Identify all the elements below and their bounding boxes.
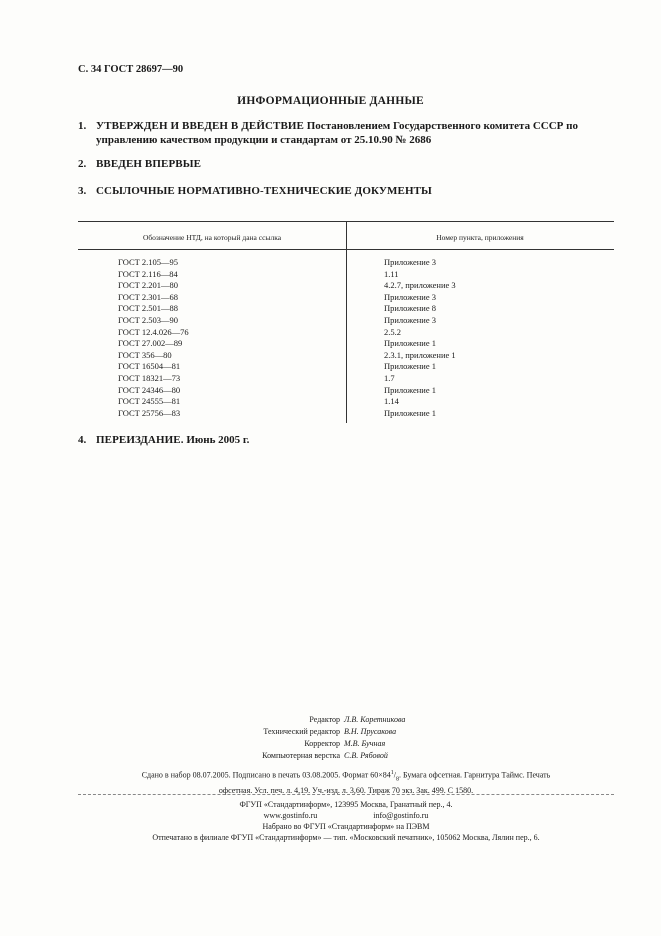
- dashed-divider: [78, 794, 614, 795]
- table-header-divider: [78, 249, 614, 250]
- standard-designation: ГОСТ 12.4.026—76: [118, 326, 189, 337]
- table-row: [78, 269, 614, 281]
- section-text: Июнь 2005 г.: [186, 434, 250, 446]
- table-header-designation: Обозначение НТД, на который дана ссылка: [142, 233, 282, 242]
- imprint-block: [78, 768, 614, 796]
- section-3: [78, 184, 623, 198]
- clause-reference: Приложение 1: [384, 384, 436, 395]
- table-row: [78, 385, 614, 397]
- standard-designation: ГОСТ 24555—81: [118, 396, 181, 407]
- section-text-line1: Постановлением Государственного комитета СССР по: [306, 120, 578, 132]
- standard-designation: ГОСТ 2.116—84: [118, 268, 178, 279]
- publisher-address: ФГУП «Стандартинформ», 123995 Москва, Гранатный пер., 4.: [239, 800, 453, 809]
- clause-reference: Приложение 8: [384, 303, 436, 314]
- clause-reference: Приложение 3: [384, 291, 436, 302]
- credit-role: Корректор: [304, 739, 340, 748]
- standard-designation: ГОСТ 16504—81: [118, 361, 181, 372]
- section-number: 4.: [78, 434, 87, 446]
- fraction-denominator: 8: [395, 776, 399, 783]
- clause-reference: 2.3.1, приложение 1: [384, 349, 456, 360]
- section-heading: ВВЕДЕН ВПЕРВЫЕ: [96, 158, 202, 170]
- table-row: [78, 303, 614, 315]
- table-row: [78, 338, 614, 350]
- table-row: [78, 327, 614, 339]
- credit-name: В.Н. Прусакова: [344, 727, 397, 736]
- clause-reference: Приложение 3: [384, 257, 436, 267]
- publisher-contacts: [78, 810, 614, 821]
- section-2: [78, 157, 623, 171]
- section-text-line2: управлению качеством продукции и стандартам от 25.10.90 № 2686: [96, 134, 432, 146]
- references-table: [78, 221, 614, 424]
- clause-reference: 2.5.2: [384, 326, 401, 337]
- fraction-numerator: 1: [390, 770, 394, 776]
- standard-designation: ГОСТ 25756—83: [118, 407, 181, 418]
- standard-designation: ГОСТ 2.105—95: [118, 257, 179, 267]
- section-heading: ПЕРЕИЗДАНИЕ.: [96, 434, 184, 446]
- standard-designation: ГОСТ 2.501—88: [118, 303, 179, 314]
- imprint-text-rest: . Бумага офсетная. Гарнитура Таймс. Печать: [398, 770, 551, 780]
- credit-name: С.В. Рябовой: [344, 751, 388, 760]
- section-heading: ССЫЛОЧНЫЕ НОРМАТИВНО-ТЕХНИЧЕСКИЕ ДОКУМЕНТЫ: [96, 185, 432, 197]
- clause-reference: 1.7: [384, 372, 395, 383]
- credit-role: Компьютерная верстка: [262, 751, 340, 760]
- imprint-line1: Сдано в набор 08.07.2005. Подписано в печать 03.08.2005. Формат $60\times 84^1/_8$. Бумага офсетная. Гарнитура Таймс. Печать: [141, 770, 551, 783]
- imprint-line2: офсетная. Усл. печ. л. 4,19. Уч.-изд. л. 3,60. Тираж 70 экз. Зак. 499. С 1580.: [218, 786, 474, 796]
- credit-role: Технический редактор: [263, 727, 340, 736]
- publisher-typeset: Набрано во ФГУП «Стандартинформ» на ПЭВМ: [262, 822, 430, 831]
- clause-reference: Приложение 1: [384, 361, 436, 372]
- publisher-website[interactable]: www.gostinfo.ru: [263, 811, 318, 820]
- section-number: 1.: [78, 120, 87, 132]
- standard-designation: ГОСТ 18321—73: [118, 372, 181, 383]
- imprint-text: Сдано в набор 08.07.2005. Подписано в печать 03.08.2005. Формат 60×84: [141, 770, 391, 780]
- clause-reference: Приложение 1: [384, 407, 436, 418]
- table-row: [78, 373, 614, 385]
- table-row: [78, 315, 614, 327]
- table-row: [78, 257, 614, 269]
- clause-reference: 1.11: [384, 268, 399, 279]
- publisher-email[interactable]: info@gostinfo.ru: [373, 811, 429, 820]
- table-row: [78, 408, 614, 420]
- table-row: [78, 396, 614, 408]
- table-header-clause: Номер пункта, приложения: [436, 233, 524, 242]
- clause-reference: Приложение 1: [384, 338, 436, 349]
- page-header: С. 34 ГОСТ 28697—90: [78, 64, 184, 75]
- standard-designation: ГОСТ 356—80: [118, 349, 172, 360]
- section-heading: УТВЕРЖДЕН И ВВЕДЕН В ДЕЙСТВИЕ: [96, 120, 304, 132]
- publisher-block: [78, 799, 614, 843]
- credit-name: М.В. Бучная: [344, 739, 386, 748]
- standard-designation: ГОСТ 24346—80: [118, 384, 181, 395]
- document-title: ИНФОРМАЦИОННЫЕ ДАННЫЕ: [237, 95, 424, 107]
- section-number: 3.: [78, 185, 87, 197]
- publisher-printed: Отпечатано в филиале ФГУП «Стандартинформ» — тип. «Московский печатник», 105062 Москва, Лялин пер., 6.: [152, 833, 540, 842]
- standard-designation: ГОСТ 2.201—80: [118, 280, 179, 291]
- table-row: [78, 292, 614, 304]
- credit-name: Л.В. Коретникова: [344, 715, 406, 724]
- clause-reference: 4.2.7, приложение 3: [384, 280, 456, 291]
- clause-reference: 1.14: [384, 396, 399, 407]
- standard-designation: ГОСТ 2.503—90: [118, 314, 179, 325]
- table-row: [78, 361, 614, 373]
- credit-role: Редактор: [309, 715, 340, 724]
- standard-designation: ГОСТ 27.002—89: [118, 338, 183, 349]
- section-4: [78, 433, 623, 447]
- section-number: 2.: [78, 158, 87, 170]
- section-1: [78, 119, 623, 147]
- clause-reference: Приложение 3: [384, 314, 436, 325]
- standard-designation: ГОСТ 2.301—68: [118, 291, 179, 302]
- table-row: [78, 280, 614, 292]
- table-body: [78, 257, 614, 419]
- table-row: [78, 350, 614, 362]
